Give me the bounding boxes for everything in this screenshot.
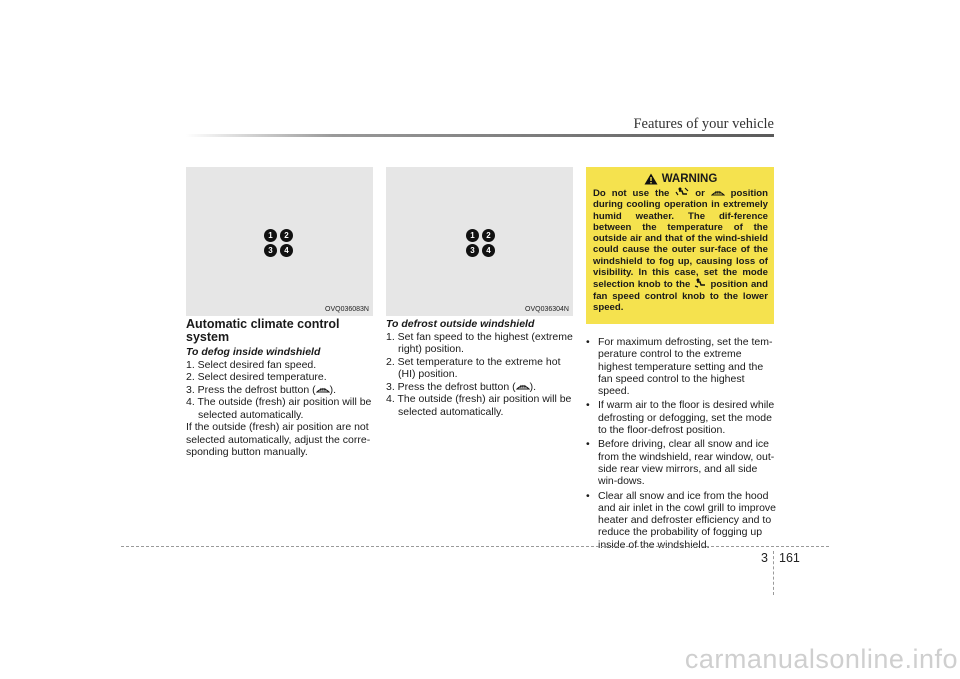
warning-text-part4: position and fan speed control knob to the lower speed. [593, 279, 769, 313]
figure-caption: OVQ036083N [325, 306, 369, 313]
subheading-defog: To defog inside windshield [186, 346, 321, 358]
step-3-suffix: ). [529, 380, 536, 393]
list-item-text: Before driving, clear all snow and ice from the windshield, rear window, out-side rear view mirrors, and all side win-dows. [598, 438, 775, 488]
step-3 [186, 384, 376, 397]
callout-1: 1 [264, 229, 277, 242]
step-2: 2. Select desired temperature. [186, 371, 327, 383]
middle-column [386, 318, 576, 418]
callout-4: 4 [482, 244, 495, 257]
floor-mode-icon [693, 278, 707, 288]
manual-adjust-paragraph: If the outside (fresh) air position are not selected automatically, adjust the corre-sponding button manually. [186, 421, 371, 458]
warning-triangle-icon [644, 173, 658, 185]
bullet-dot: • [586, 399, 590, 412]
step-1: 1. Select desired fan speed. [186, 358, 317, 371]
step-4: 4. The outside (fresh) air position will be selected automatically. [386, 393, 572, 418]
list-item-text: For maximum defrosting, set the tem-perature control to the extreme highest temperature setting and the fan speed control to the highest speed. [598, 336, 773, 398]
step-4: 4. The outside (fresh) air position will be selected automatically. [186, 396, 372, 421]
figure-defrost [386, 167, 573, 316]
figure-caption: OVQ036304N [525, 306, 569, 313]
step-3-suffix: ). [329, 383, 336, 396]
windshield-defrost-icon [711, 187, 725, 197]
list-item-text: Clear all snow and ice from the hood and air inlet in the cowl grill to improve heater and defroster efficiency and to reduce the probability of fogging up inside of the windshield. [598, 489, 776, 551]
warning-text-part3: position during cooling operation in extremely humid weather. The dif-ference between the temperature of the outside air and that of the wind-shield could cause the outer sur-face of the windshield to fog up, causing loss of visibility. In this case, set the mode selection knob to the [593, 188, 768, 291]
tips-list [586, 336, 776, 553]
warning-title: WARNING [661, 173, 718, 185]
step-3-text: 3. Press the defrost button ( [186, 383, 316, 396]
callout-3: 3 [264, 244, 277, 257]
watermark: carmanualsonline.info [684, 644, 958, 674]
list-item [586, 336, 776, 397]
warning-text-part1: Do not use the [593, 188, 670, 199]
figure-callouts [466, 229, 496, 257]
list-item [586, 438, 776, 487]
step-3-text: 3. Press the defrost button ( [386, 380, 516, 393]
chapter-number: 3 [761, 551, 768, 565]
list-item-text: If warm air to the floor is desired while defrosting or defogging, set the mode to the floor-defrost position. [598, 399, 775, 437]
bullet-dot: • [586, 489, 590, 502]
callout-2: 2 [482, 229, 495, 242]
header-rule [186, 134, 774, 137]
warning-text-part2: or [695, 188, 705, 199]
windshield-defrost-icon [316, 384, 330, 394]
left-column [186, 318, 376, 459]
floor-defrost-mode-icon [675, 187, 689, 197]
step-3 [386, 381, 576, 394]
bullet-dot: • [586, 438, 590, 451]
windshield-defrost-icon [516, 381, 530, 391]
list-item [586, 399, 776, 436]
bullet-dot: • [586, 336, 590, 348]
section-heading: Automatic climate control system [186, 317, 340, 344]
callout-4: 4 [280, 244, 293, 257]
warning-text [593, 187, 768, 313]
subheading-defrost: To defrost outside windshield [386, 318, 535, 330]
footer-divider [773, 551, 774, 595]
list-item [586, 490, 776, 551]
figure-callouts [264, 229, 294, 257]
page-header-title: Features of your vehicle [633, 116, 774, 132]
step-2: 2. Set temperature to the extreme hot (HI) position. [386, 355, 561, 380]
warning-box [586, 167, 774, 324]
figure-defog [186, 167, 373, 316]
callout-2: 2 [280, 229, 293, 242]
warning-title-row [593, 173, 768, 185]
footer-rule [121, 546, 829, 547]
page-number: 161 [779, 551, 800, 565]
callout-1: 1 [466, 229, 479, 242]
callout-3: 3 [466, 244, 479, 257]
step-1: 1. Set fan speed to the highest (extreme right) position. [386, 330, 573, 355]
